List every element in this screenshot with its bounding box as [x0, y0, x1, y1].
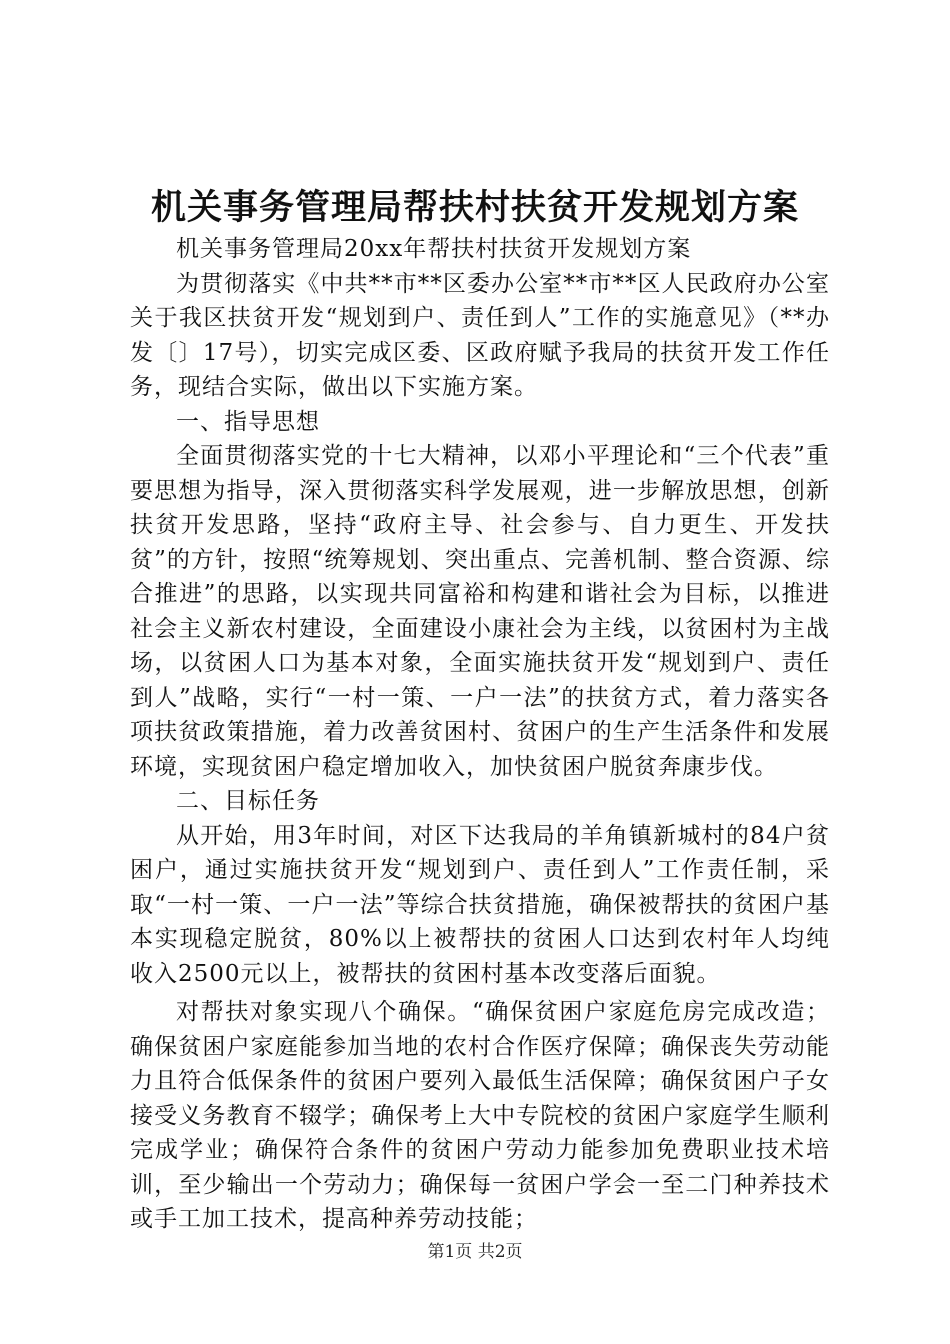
document-title: 机关事务管理局帮扶村扶贫开发规划方案	[150, 187, 799, 228]
page-footer: 第1页 共2页	[427, 1242, 523, 1262]
document-body	[130, 232, 830, 1237]
paragraph-intro: 为贯彻落实《中共**市**区委办公室**市**区人民政府办公室关于我区扶贫开发“规划到户、责任到人”工作的实施意见》（**办发〔〕17号），切实完成区委、区政府赋予我局的扶贫开发工作任务，现结合实际，做出以下实施方案。	[130, 270, 830, 400]
section-heading-guiding-ideology: 一、指导思想	[176, 408, 320, 435]
paragraph-guiding-ideology: 全面贯彻落实党的十七大精神，以邓小平理论和“三个代表”重要思想为指导，深入贯彻落实科学发展观，进一步解放思想，创新扶贫开发思路，坚持“政府主导、社会参与、自力更生、开发扶贫”的方针，按照“统筹规划、突出重点、完善机制、整合资源、综合推进”的思路，以实现共同富裕和构建和谐社会为目标，以推进社会主义新农村建设，全面建设小康社会为主线，以贫困村为主战场，以贫困人口为基本对象，全面实施扶贫开发“规划到户、责任到人”战略，实行“一村一策、一户一法”的扶贫方式，着力落实各项扶贫政策措施，着力改善贫困村、贫困户的生产生活条件和发展环境，实现贫困户稳定增加收入，加快贫困户脱贫奔康步伐。	[130, 443, 830, 780]
paragraph-goals: 从开始，用3年时间，对区下达我局的羊角镇新城村的84户贫困户，通过实施扶贫开发“规划到户、责任到人”工作责任制，采取“一村一策、一户一法”等综合扶贫措施，确保被帮扶的贫困户基本实现稳定脱贫，80%以上被帮扶的贫困人口达到农村年人均纯收入2500元以上，被帮扶的贫困村基本改变落后面貌。	[130, 822, 830, 987]
paragraph-eight-guarantees: 对帮扶对象实现八个确保。“确保贫困户家庭危房完成改造；确保贫困户家庭能参加当地的农村合作医疗保障；确保丧失劳动能力且符合低保条件的贫困户要列入最低生活保障；确保贫困户子女接受义务教育不辍学；确保考上大中专院校的贫困户家庭学生顺利完成学业；确保符合条件的贫困户劳动力能参加免费职业技术培训，至少输出一个劳动力；确保每一贫困户学会一至二门种养技术或手工加工技术，提高种养劳动技能；	[130, 999, 830, 1232]
paragraph-subtitle: 机关事务管理局20xx年帮扶村扶贫开发规划方案	[176, 236, 692, 262]
section-heading-goals: 二、目标任务	[176, 788, 320, 814]
